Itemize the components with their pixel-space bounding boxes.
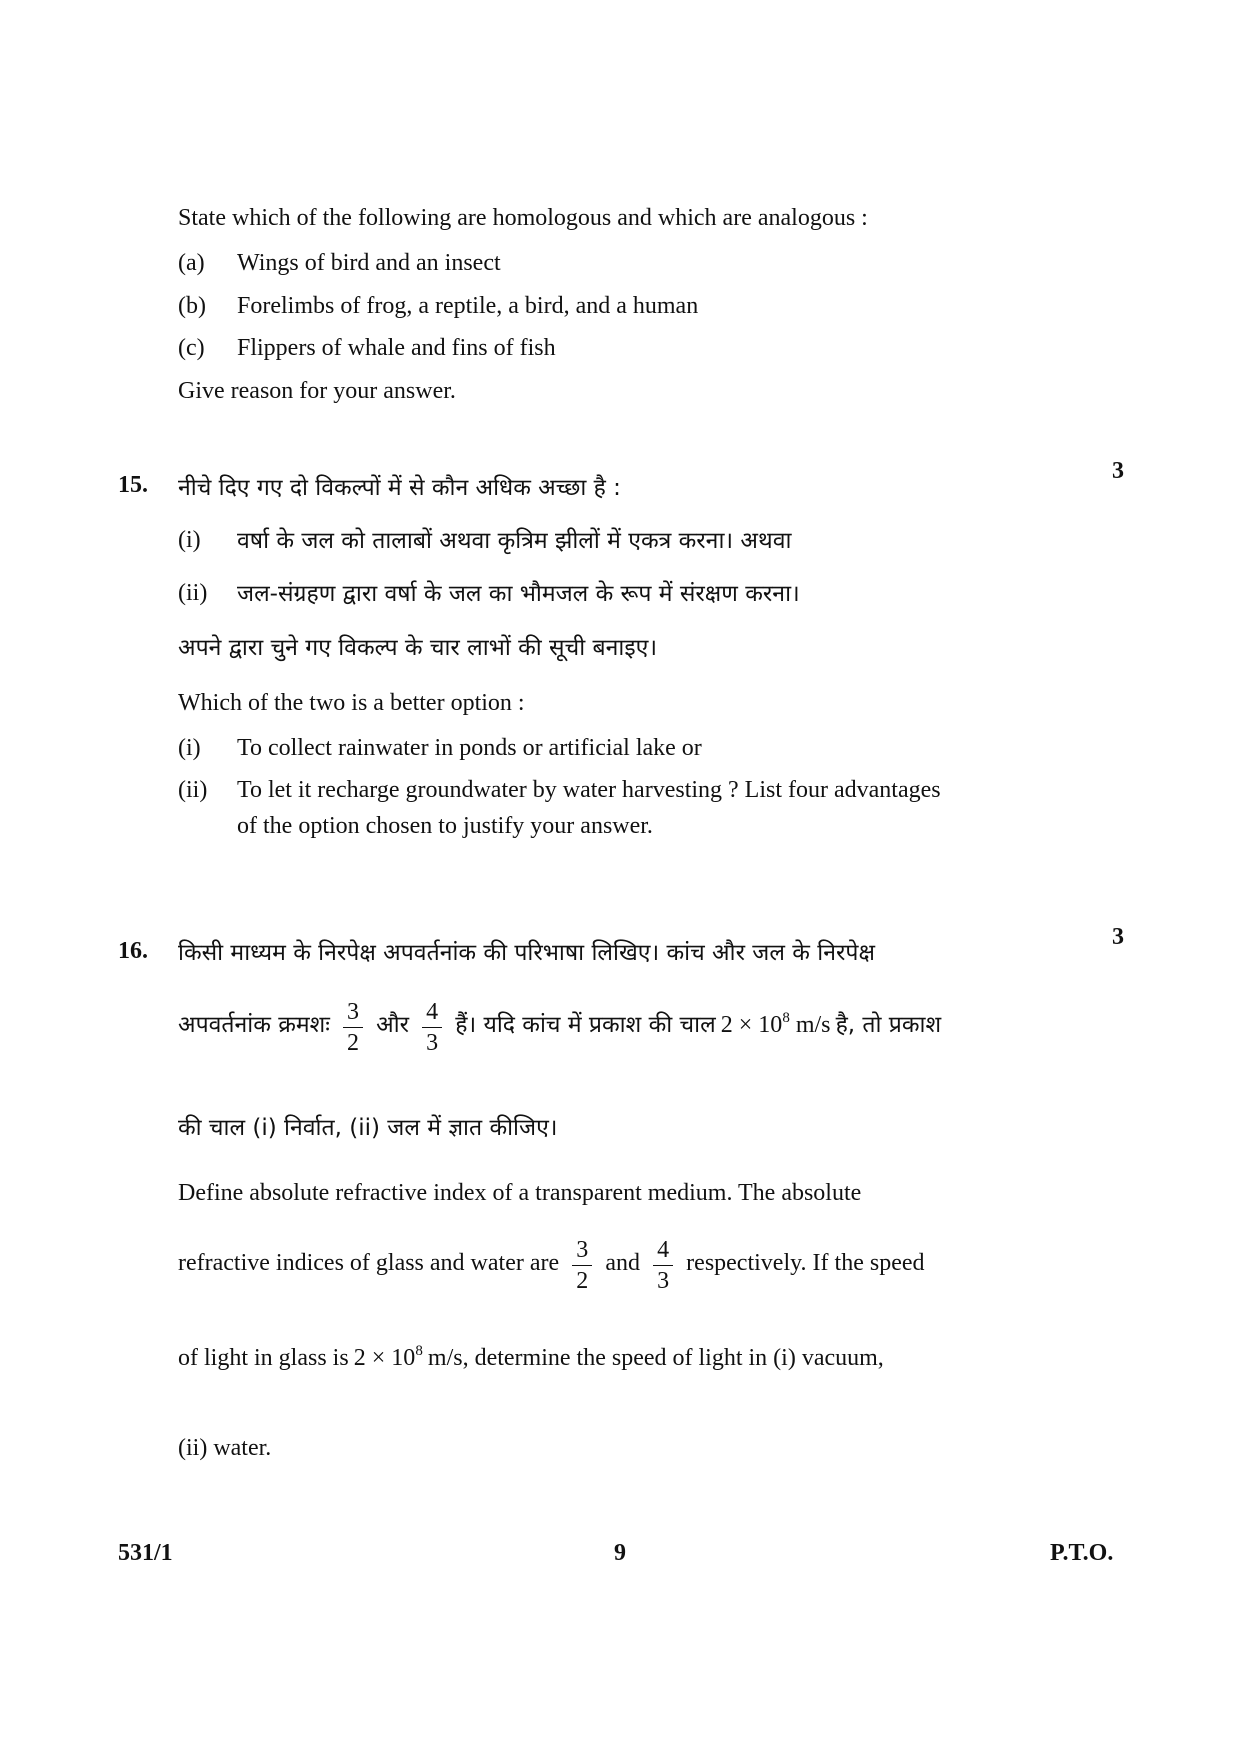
- speed-exponent: 8: [782, 1010, 790, 1026]
- q16-english-text: of light in glass is: [178, 1345, 349, 1371]
- q16-english-text: and: [605, 1250, 640, 1276]
- q15-hindi-item-text: वर्षा के जल को तालाबों अथवा कृत्रिम झीलों में एकत्र करना। अथवा: [237, 528, 792, 554]
- q15-english-item-label: (i): [178, 735, 201, 761]
- q15-hindi-item-text: जल-संग्रहण द्वारा वर्षा के जल का भौमजल के रूप में संरक्षण करना।: [237, 581, 800, 607]
- q15-english-item-text: To let it recharge groundwater by water harvesting ? List four advantages: [237, 777, 941, 803]
- fraction-water-index: [653, 1238, 673, 1293]
- q16-hindi-text: है, तो प्रकाश: [835, 1012, 942, 1038]
- fraction-denominator: 2: [347, 1030, 360, 1056]
- q16-number: 16.: [118, 938, 148, 964]
- q14-item-text: Forelimbs of frog, a reptile, a bird, and a human: [237, 293, 699, 319]
- q14-item-label: (a): [178, 250, 205, 276]
- q15-marks: 3: [1112, 458, 1124, 484]
- q14-item-label: (b): [178, 293, 206, 319]
- fraction-glass-index: [343, 1000, 363, 1055]
- q16-hindi-line-1: किसी माध्यम के निरपेक्ष अपवर्तनांक की परिभाषा लिखिए। कांच और जल के निरपेक्ष: [178, 940, 875, 966]
- q14-closing: Give reason for your answer.: [178, 378, 456, 404]
- q15-english-intro: Which of the two is a better option :: [178, 690, 525, 716]
- page-number: 9: [614, 1540, 626, 1566]
- q16-english-line-4: (ii) water.: [178, 1435, 272, 1461]
- q15-hindi-item-label: (i): [178, 527, 201, 553]
- q14-intro: State which of the following are homologous and which are analogous :: [178, 205, 868, 231]
- speed-exponent: 8: [415, 1343, 423, 1359]
- q16-hindi-text: और: [376, 1012, 410, 1038]
- please-turn-over: P.T.O.: [1050, 1540, 1114, 1566]
- q16-hindi-text: अपवर्तनांक क्रमशः: [178, 1012, 330, 1038]
- fraction-denominator: 3: [426, 1030, 439, 1056]
- q16-hindi-line-3: की चाल (i) निर्वात, (ii) जल में ज्ञात कीजिए।: [178, 1115, 558, 1141]
- q16-english-text: m/s, determine the speed of light in (i) vacuum,: [427, 1345, 884, 1371]
- q15-english-item-text-continued: of the option chosen to justify your answer.: [237, 813, 653, 839]
- fraction-numerator: 3: [572, 1238, 592, 1266]
- fraction-denominator: 2: [576, 1268, 589, 1294]
- q15-hindi-intro: नीचे दिए गए दो विकल्पों में से कौन अधिक अच्छा है :: [178, 475, 621, 501]
- q15-english-item-label: (ii): [178, 777, 208, 803]
- q14-item-label: (c): [178, 335, 205, 361]
- speed-value: [721, 1012, 831, 1038]
- fraction-numerator: 4: [422, 1000, 442, 1028]
- speed-unit: m/s: [795, 1012, 831, 1038]
- q16-english-line-1: Define absolute refractive index of a transparent medium. The absolute: [178, 1180, 862, 1206]
- q15-number: 15.: [118, 472, 148, 498]
- q16-english-text: refractive indices of glass and water are: [178, 1250, 560, 1276]
- speed-base: 2 × 10: [353, 1345, 416, 1371]
- q15-hindi-item-label: (ii): [178, 580, 208, 606]
- q16-english-line-2: [178, 1238, 925, 1293]
- speed-value: [354, 1345, 423, 1371]
- q16-hindi-line-2: [178, 1000, 941, 1055]
- fraction-denominator: 3: [657, 1268, 670, 1294]
- q14-item-text: Wings of bird and an insect: [237, 250, 501, 276]
- q16-english-text: respectively. If the speed: [686, 1250, 925, 1276]
- q16-hindi-text: हैं। यदि कांच में प्रकाश की चाल: [455, 1012, 716, 1038]
- q16-marks: 3: [1112, 924, 1124, 950]
- q16-english-line-3: [178, 1345, 884, 1372]
- speed-base: 2 × 10: [720, 1012, 783, 1038]
- fraction-numerator: 4: [653, 1238, 673, 1266]
- fraction-glass-index: [572, 1238, 592, 1293]
- fraction-water-index: [422, 1000, 442, 1055]
- paper-code: 531/1: [118, 1540, 173, 1566]
- q15-english-item-text: To collect rainwater in ponds or artificial lake or: [237, 735, 702, 761]
- q14-item-text: Flippers of whale and fins of fish: [237, 335, 556, 361]
- q15-hindi-closing: अपने द्वारा चुने गए विकल्प के चार लाभों की सूची बनाइए।: [178, 635, 658, 661]
- fraction-numerator: 3: [343, 1000, 363, 1028]
